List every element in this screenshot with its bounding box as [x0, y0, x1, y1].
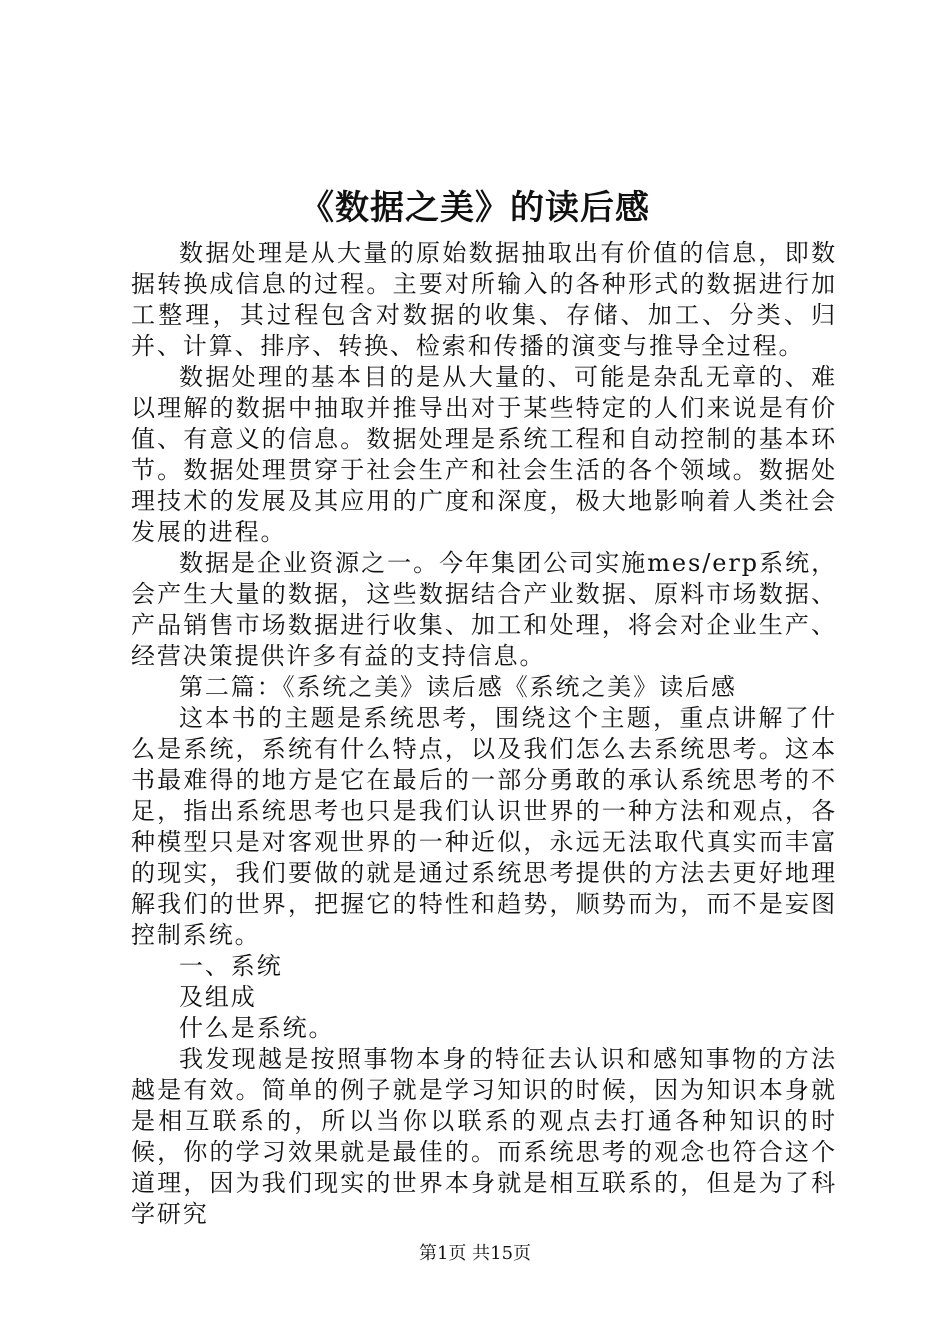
subheading-system: 一、系统: [179, 952, 283, 980]
paragraph-2: 数据处理的基本目的是从大量的、可能是杂乱无章的、难以理解的数据中抽取并推导出对于某些特定的人们来说是有价值、有意义的信息。数据处理是系统工程和自动控制的基本环节。数据处理贯穿于社会生产和社会生活的各个领域。数据处理技术的发展及其应用的广度和深度，极大地影响着人类社会发展的进程。: [131, 363, 837, 546]
paragraph-1: 数据处理是从大量的原始数据抽取出有价值的信息，即数据转换成信息的过程。主要对所输入的各种形式的数据进行加工整理，其过程包含对数据的收集、存储、加工、分类、归并、计算、排序、转换、检索和传播的演变与推导全过程。: [131, 239, 837, 360]
section-heading-part-two: 第二篇：《系统之美》读后感《系统之美》读后感: [179, 673, 737, 701]
page-number-footer: 第1页 共15页: [418, 1243, 532, 1264]
paragraph-5: 我发现越是按照事物本身的特征去认识和感知事物的方法越是有效。简单的例子就是学习知识的时候，因为知识本身就是相互联系的，所以当你以联系的观点去打通各种知识的时候，你的学习效果就是最佳的。而系统思考的观念也符合这个道理，因为我们现实的世界本身就是相互联系的，但是为了科学研究: [131, 1045, 837, 1228]
paragraph-4: 这本书的主题是系统思考，围绕这个主题，重点讲解了什么是系统，系统有什么特点，以及我们怎么去系统思考。这本书最难得的地方是它在最后的一部分勇敢的承认系统思考的不足，指出系统思考也只是我们认识世界的一种方法和观点，各种模型只是对客观世界的一种近似，永远无法取代真实而丰富的现实，我们要做的就是通过系统思考提供的方法去更好地理解我们的世界，把握它的特性和趋势，顺势而为，而不是妄图控制系统。: [131, 704, 837, 949]
paragraph-3: 数据是企业资源之一。今年集团公司实施mes/erp系统，会产生大量的数据，这些数据结合产业数据、原料市场数据、产品销售市场数据进行收集、加工和处理，将会对企业生产、经营决策提供许多有益的支持信息。: [131, 549, 837, 670]
subheading-composition: 及组成: [179, 983, 257, 1011]
document-body: [131, 238, 837, 1230]
document-title: 《数据之美》的读后感: [300, 188, 650, 228]
subheading-what-is-system: 什么是系统。: [179, 1014, 335, 1042]
